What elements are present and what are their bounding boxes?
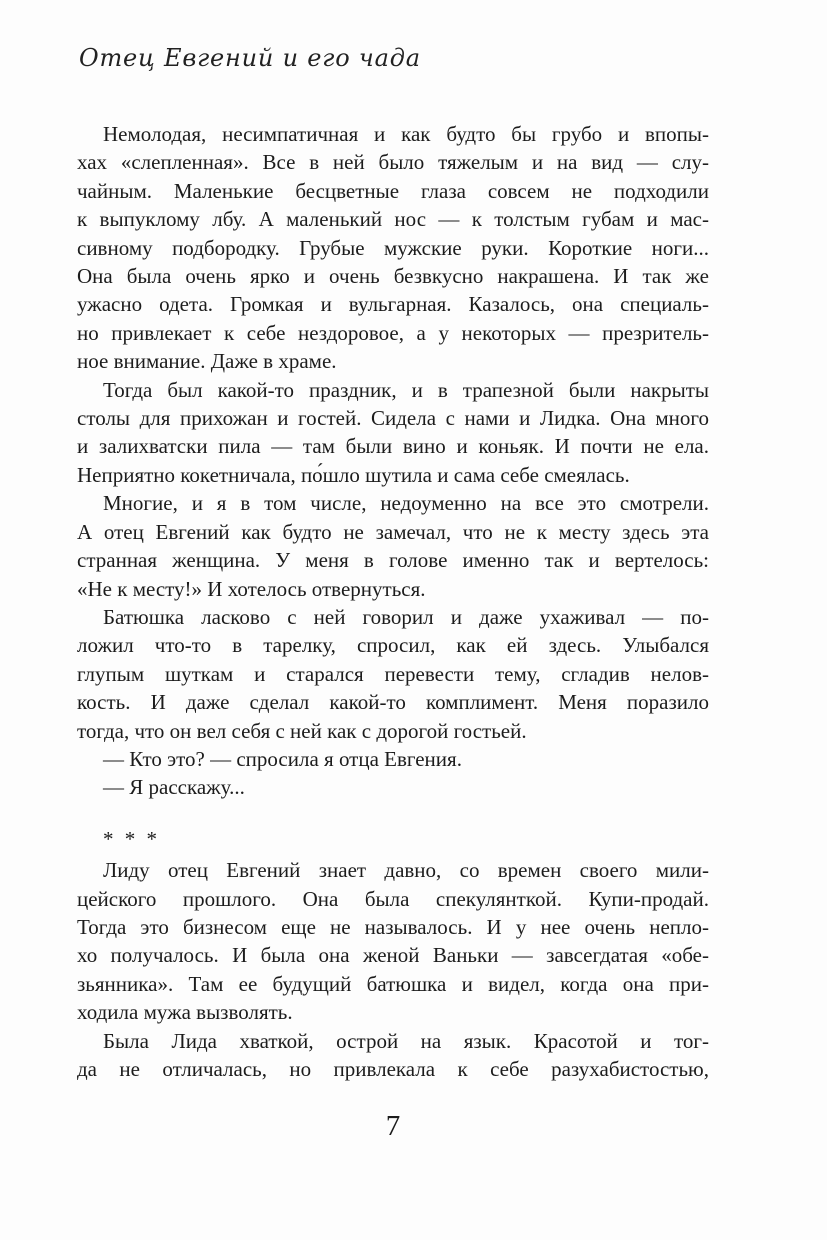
section-separator: * * * — [103, 826, 160, 851]
text-line: ужасно одета. Громкая и вульгарная. Казалось, она специаль- — [77, 292, 709, 317]
paragraph — [77, 376, 709, 490]
text-line: Неприятно кокетничала, по́шло шутила и сама себе смеялась. — [77, 462, 630, 487]
text-block — [77, 120, 709, 1083]
running-header: Отец Евгений и его чада — [79, 44, 421, 72]
text-line: странная женщина. У меня в голове именно так и вертелось: — [77, 548, 709, 573]
text-line: Немолодая, несимпатичная и как будто бы грубо и впопы- — [103, 122, 709, 146]
text-line: Лиду отец Евгений знает давно, со времен своего мили- — [103, 858, 709, 883]
paragraph — [77, 489, 709, 603]
text-line: А отец Евгений как будто не замечал, что не к месту здесь эта — [77, 519, 709, 544]
paragraph — [77, 603, 709, 745]
paragraph — [77, 856, 709, 1026]
dialogue-paragraph — [77, 745, 709, 773]
text-line: ходила мужа вызволять. — [77, 1000, 293, 1025]
paragraph — [77, 1027, 709, 1084]
text-line: Многие, и я в том числе, недоуменно на все это смотрели. — [103, 491, 709, 516]
dialogue-paragraph — [77, 773, 709, 801]
text-line: да не отличалась, но привлекала к себе разухабистостью, — [77, 1057, 709, 1081]
text-line: — Я расскажу... — [103, 775, 245, 800]
text-line: Тогда это бизнесом еще не называлось. И у нее очень непло- — [77, 914, 709, 939]
text-line: цейского прошлого. Она была спекулянткой. Купи-продай. — [77, 886, 709, 911]
text-line: «Не к месту!» И хотелось отвернуться. — [77, 576, 426, 601]
text-line: сивному подбородку. Грубые мужские руки. Короткие ноги... — [77, 235, 709, 260]
page-number: 7 — [385, 1110, 401, 1142]
text-line: глупым шуткам и старался перевести тему, сгладив нелов- — [77, 661, 709, 686]
text-line: хо получалось. И была она женой Ваньки — завсегдатая «обе- — [77, 943, 709, 968]
text-line: Батюшка ласково с ней говорил и даже ухаживал — по- — [103, 604, 709, 629]
text-line: к выпуклому лбу. А маленький нос — к толстым губам и мас- — [77, 207, 709, 232]
text-line: хах «слепленная». Все в ней было тяжелым и на вид — слу- — [77, 150, 709, 175]
text-line: кость. И даже сделал какой-то комплимент. Меня поразило — [77, 690, 709, 715]
text-line: зьянника». Там ее будущий батюшка и видел, когда она при- — [77, 971, 709, 996]
text-line: тогда, что он вел себя с ней как с дорогой гостьей. — [77, 718, 527, 743]
text-line: но привлекает к себе нездоровое, а у некоторых — презритель- — [77, 320, 709, 345]
text-line: столы для прихожан и гостей. Сидела с нами и Лидка. Она много — [77, 406, 709, 431]
text-line: чайным. Маленькие бесцветные глаза совсем не подходили — [77, 178, 709, 203]
text-line: ложил что-то в тарелку, спросил, как ей здесь. Улыбался — [77, 633, 709, 658]
text-line: Была Лида хваткой, острой на язык. Красотой и тог- — [103, 1028, 709, 1053]
text-line: Она была очень ярко и очень безвкусно накрашена. И так же — [77, 264, 709, 289]
text-line: ное внимание. Даже в храме. — [77, 349, 337, 374]
text-line: и залихватски пила — там были вино и коньяк. И почти не ела. — [77, 434, 709, 459]
text-line: — Кто это? — спросила я отца Евгения. — [103, 746, 462, 771]
paragraph — [77, 120, 709, 376]
text-line: Тогда был какой-то праздник, и в трапезной были накрыты — [103, 377, 709, 402]
